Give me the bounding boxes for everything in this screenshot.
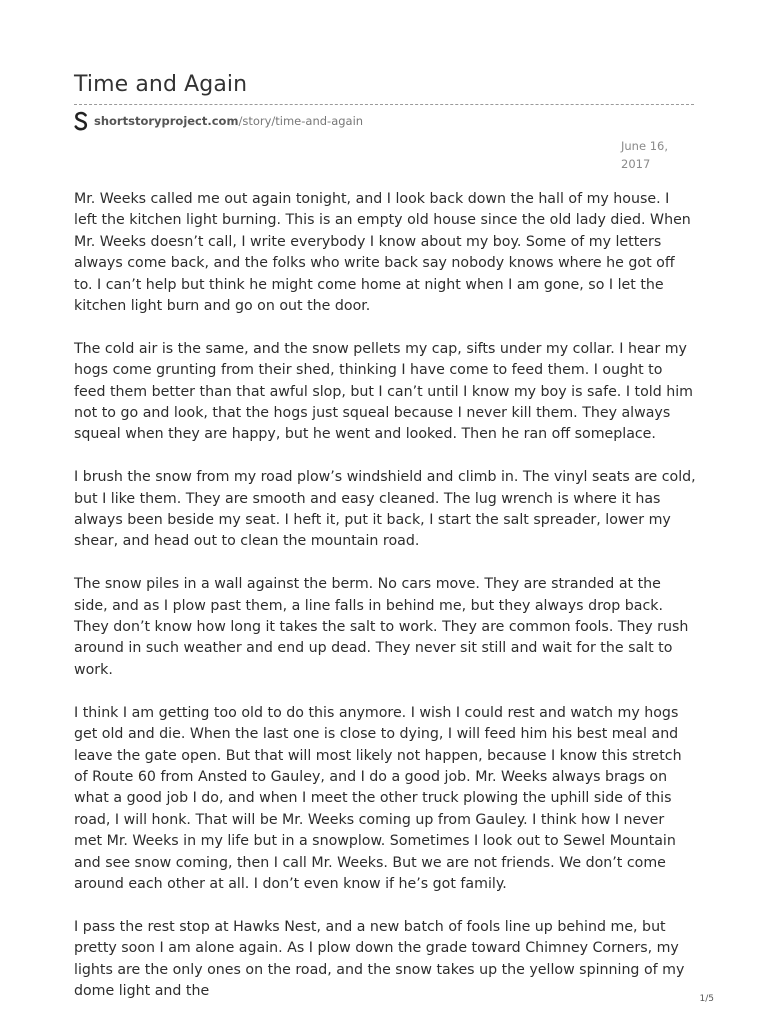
source-line (74, 111, 363, 131)
story-paragraph: The cold air is the same, and the snow pellets my cap, sifts under my collar. I hear my hogs come grunting from their shed, thinking I have come to feed them. I ought to feed them better than that awful slop, but I can’t until I know my boy is safe. I told him not to go and look, that the hogs just squeal because I never kill them. They always squeal when they are happy, but he went and looked. Then he ran off someplace. (74, 340, 693, 443)
page-title: Time and Again (74, 72, 248, 97)
publish-date: June 16, 2017 (621, 139, 668, 171)
story-body (74, 189, 696, 1024)
shortstoryproject-logo-icon (74, 111, 88, 131)
page-number: 1/5 (699, 994, 714, 1004)
story-paragraph: Mr. Weeks called me out again tonight, and I look back down the hall of my house. I left the kitchen light burning. This is an empty old house since the old lady died. When Mr. Weeks doesn’t call, I write everybody I know about my boy. Some of my letters always come back, and the folks who write back say nobody knows where he got off to. I can’t help but think he might come home at night when I am gone, so I let the kitchen light burn and go on out the door. (74, 191, 691, 315)
story-paragraph: I pass the rest stop at Hawks Nest, and a new batch of fools line up behind me, but pretty soon I am alone again. As I plow down the grade toward Chimney Corners, my lights are the only ones on the road, and the snow takes up the yellow spinning of my dome light and the (74, 918, 685, 999)
source-path[interactable]: /story/time-and-again (238, 114, 364, 128)
story-paragraph: I think I am getting too old to do this anymore. I wish I could rest and watch my hogs get old and die. When the last one is close to dying, I will feed him his best meal and leave the gate open. But that will most likely not happen, because I know this stretch of Route 60 from Ansted to Gauley, and I do a good job. Mr. Weeks always brags on what a good job I do, and when I meet the other truck plowing the uphill side of this road, I will honk. That will be Mr. Weeks coming up from Gauley. I think how I never met Mr. Weeks in my life but in a snowplow. Sometimes I look out to Sewel Mountain and see snow coming, then I call Mr. Weeks. But we are not friends. We don’t come around each other at all. I don’t even know if he’s got family. (74, 704, 682, 892)
source-domain[interactable]: shortstoryproject.com (94, 114, 239, 128)
story-paragraph: I brush the snow from my road plow’s windshield and climb in. The vinyl seats are cold, but I like them. They are smooth and easy cleaned. The lug wrench is where it has always been beside my seat. I heft it, put it back, I start the salt spreader, lower my shear, and head out to clean the mountain road. (74, 469, 696, 550)
story-paragraph: The snow piles in a wall against the berm. No cars move. They are stranded at the side, and as I plow past them, a line falls in behind me, but they always drop back. They don’t know how long it takes the salt to work. They are common fools. They rush around in such weather and end up dead. They never sit still and wait for the salt to work. (74, 576, 689, 678)
title-divider (74, 104, 694, 105)
